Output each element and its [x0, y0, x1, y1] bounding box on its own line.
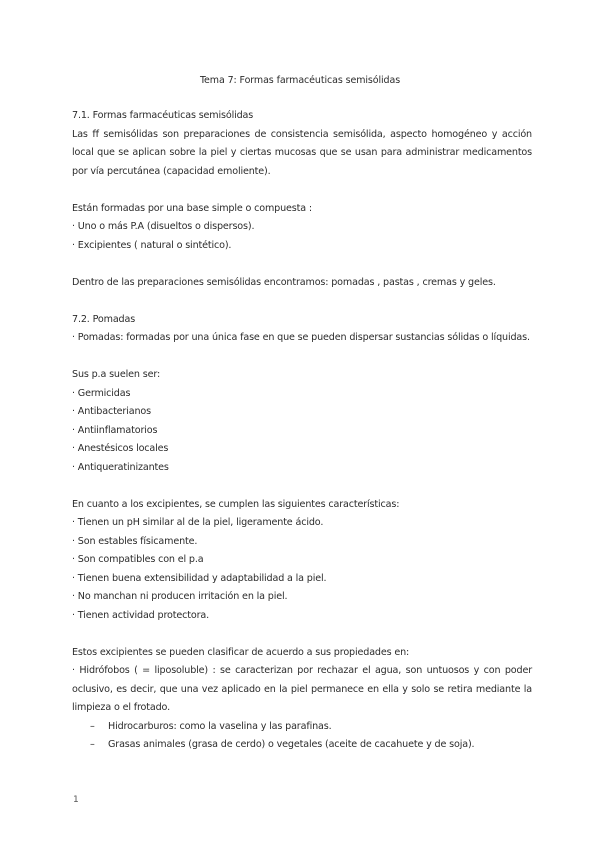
list-item: · Antiinflamatorios [72, 424, 158, 436]
list-item: · Germicidas [72, 387, 131, 399]
dash-list-item-text: Hidrocarburos: como la vaselina y las parafinas. [108, 720, 332, 732]
list-item: · Uno o más P.A (disueltos o dispersos). [72, 221, 255, 232]
paragraph: Dentro de las preparaciones semisólidas encontramos: pomadas , pastas , cremas y geles. [72, 276, 496, 288]
dash-bullet: – [90, 739, 95, 750]
paragraph: Están formadas por una base simple o compuesta : [72, 202, 312, 214]
list-item: · No manchan ni producen irritación en la piel. [72, 591, 288, 602]
list-item: · Excipientes ( natural o sintético). [72, 239, 232, 251]
dash-bullet: – [90, 720, 95, 732]
list-item: · Antibacterianos [72, 406, 151, 417]
dash-list-item-text: Grasas animales (grasa de cerdo) o vegetales (aceite de cacahuete y de soja). [108, 739, 475, 750]
list-item: · Anestésicos locales [72, 443, 169, 454]
paragraph: En cuanto a los excipientes, se cumplen las siguientes características: [72, 498, 400, 510]
list-item: · Son estables físicamente. [72, 535, 198, 547]
paragraph: Sus p.a suelen ser: [72, 369, 161, 380]
list-item: · Antiqueratinizantes [72, 461, 169, 473]
list-item: · Tienen actividad protectora. [72, 609, 210, 621]
section-heading: 7.1. Formas farmacéuticas semisólidas [72, 110, 254, 121]
paragraph: Las ff semisólidas son preparaciones de consistencia semisólida, aspecto homogéneo y acción local que se aplican sobre la piel y ciertas mucosas que se usan para administrar medicamentos por vía percutánea (capacidad emoliente). [72, 128, 532, 177]
list-item: · Tienen un pH similar al de la piel, ligeramente ácido. [72, 517, 324, 528]
paragraph: Estos excipientes se pueden clasificar de acuerdo a sus propiedades en: [72, 646, 410, 658]
list-item: · Son compatibles con el p.a [72, 554, 204, 565]
page-title: Tema 7: Formas farmacéuticas semisólidas [199, 75, 401, 86]
dash-list-item [72, 718, 532, 737]
list-item: · Tienen buena extensibilidad y adaptabilidad a la piel. [72, 572, 327, 584]
paragraph: · Pomadas: formadas por una única fase en que se pueden dispersar sustancias sólidas o líquidas. [72, 332, 530, 343]
section-heading: 7.2. Pomadas [72, 313, 136, 325]
dash-list-item [72, 736, 532, 755]
document-body [72, 107, 532, 755]
page-number: 1 [73, 795, 79, 805]
paragraph: · Hidrófobos ( = liposoluble) : se caracterizan por rechazar el agua, son untuosos y con poder oclusivo, es decir, que una vez aplicado en la piel permanece en ella y solo se retira mediante la limpieza o el frotado. [72, 665, 532, 713]
